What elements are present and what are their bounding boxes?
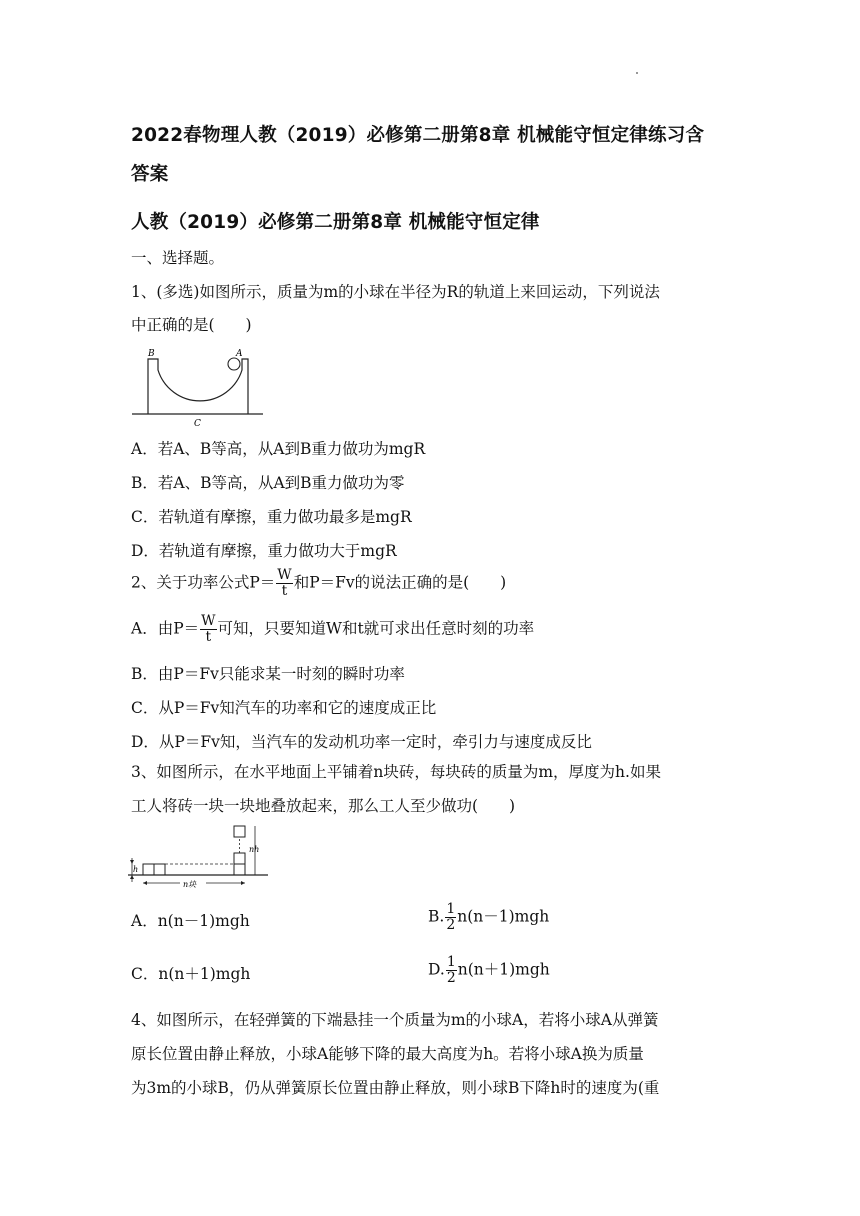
q1-option-b: B．若A、B等高，从A到B重力做功为零 — [131, 474, 405, 492]
document-subtitle: 人教（2019）必修第二册第8章 机械能守恒定律 — [131, 212, 540, 233]
q1-fig-label-a: A — [236, 349, 243, 359]
q2-option-a-frac-num: W — [201, 613, 216, 629]
document-title-line1: 2022春物理人教（2019）必修第二册第8章 机械能守恒定律练习含 — [131, 125, 705, 146]
q2-option-a-post: 可知，只要知道W和t就可求出任意时刻的功率 — [217, 619, 535, 638]
q2-option-a — [131, 614, 534, 645]
q1-option-a: A．若A、B等高，从A到B重力做功为mgR — [131, 440, 426, 458]
q3-option-b — [428, 902, 549, 933]
q3-option-d-fraction — [446, 955, 457, 986]
q1-fig-label-b: B — [148, 349, 155, 359]
document-title-line2: 答案 — [131, 164, 169, 185]
q3-option-c: C．n(n＋1)mgh — [131, 965, 251, 983]
q2-option-a-frac-den: t — [205, 629, 212, 645]
q2-frac-den: t — [281, 583, 288, 599]
q2-frac-num: W — [277, 567, 292, 583]
q3-option-b-fraction — [445, 902, 456, 933]
q4-stem-line3: 为3m的小球B，仍从弹簧原长位置由静止释放，则小球B下降h时的速度为(重 — [131, 1079, 660, 1097]
q1-fig-label-c: C — [194, 419, 201, 429]
q3-fig-label-h: h — [133, 865, 139, 874]
q3-option-b-frac-den: 2 — [446, 917, 456, 933]
q2-stem-post: 和P＝Fv的说法正确的是( ) — [293, 573, 507, 592]
q3-option-d — [428, 955, 550, 986]
section-heading: 一、选择题。 — [131, 249, 225, 267]
q2-stem — [131, 568, 506, 599]
q3-stem-line1: 3、如图所示，在水平地面上平铺着n块砖，每块砖的质量为m，厚度为h.如果 — [131, 763, 661, 781]
q2-stem-pre: 2、关于功率公式P＝ — [131, 573, 276, 592]
q2-option-b: B．由P＝Fv只能求某一时刻的瞬时功率 — [131, 665, 405, 683]
q3-bricks-figure — [128, 820, 268, 890]
q3-option-a: A．n(n－1)mgh — [131, 912, 250, 930]
q1-option-c: C．若轨道有摩擦，重力做功最多是mgR — [131, 508, 412, 526]
q4-stem-line1: 4、如图所示，在轻弹簧的下端悬挂一个质量为m的小球A，若将小球A从弹簧 — [131, 1011, 659, 1029]
q2-option-c: C．从P＝Fv知汽车的功率和它的速度成正比 — [131, 699, 437, 717]
q1-track-figure — [130, 346, 265, 430]
q2-option-a-fraction — [200, 614, 216, 645]
q2-option-a-pre: A．由P＝ — [131, 619, 200, 638]
page-dot — [636, 72, 638, 74]
q3-option-b-post: n(n－1)mgh — [457, 907, 550, 926]
q3-option-d-frac-den: 2 — [446, 970, 456, 986]
q3-fig-label-nh: nh — [249, 845, 260, 854]
q3-option-b-pre: B. — [428, 907, 445, 926]
q3-option-d-post: n(n＋1)mgh — [457, 960, 550, 979]
q3-option-b-frac-num: 1 — [446, 901, 456, 917]
q1-stem-line2: 中正确的是( ) — [131, 316, 252, 334]
q3-stem-line2: 工人将砖一块一块地叠放起来，那么工人至少做功( ) — [131, 797, 516, 815]
q1-stem-line1: 1、(多选)如图所示，质量为m的小球在半径为R的轨道上来回运动，下列说法 — [131, 283, 660, 301]
q3-option-d-pre: D. — [428, 960, 445, 979]
q3-fig-label-n: n块 — [183, 880, 197, 889]
q2-fraction — [276, 568, 292, 599]
q2-option-d: D．从P＝Fv知，当汽车的发动机功率一定时，牵引力与速度成反比 — [131, 733, 592, 751]
q4-stem-line2: 原长位置由静止释放，小球A能够下降的最大高度为h。若将小球A换为质量 — [131, 1045, 644, 1063]
q3-option-d-frac-num: 1 — [446, 954, 456, 970]
q1-option-d: D．若轨道有摩擦，重力做功大于mgR — [131, 542, 397, 560]
